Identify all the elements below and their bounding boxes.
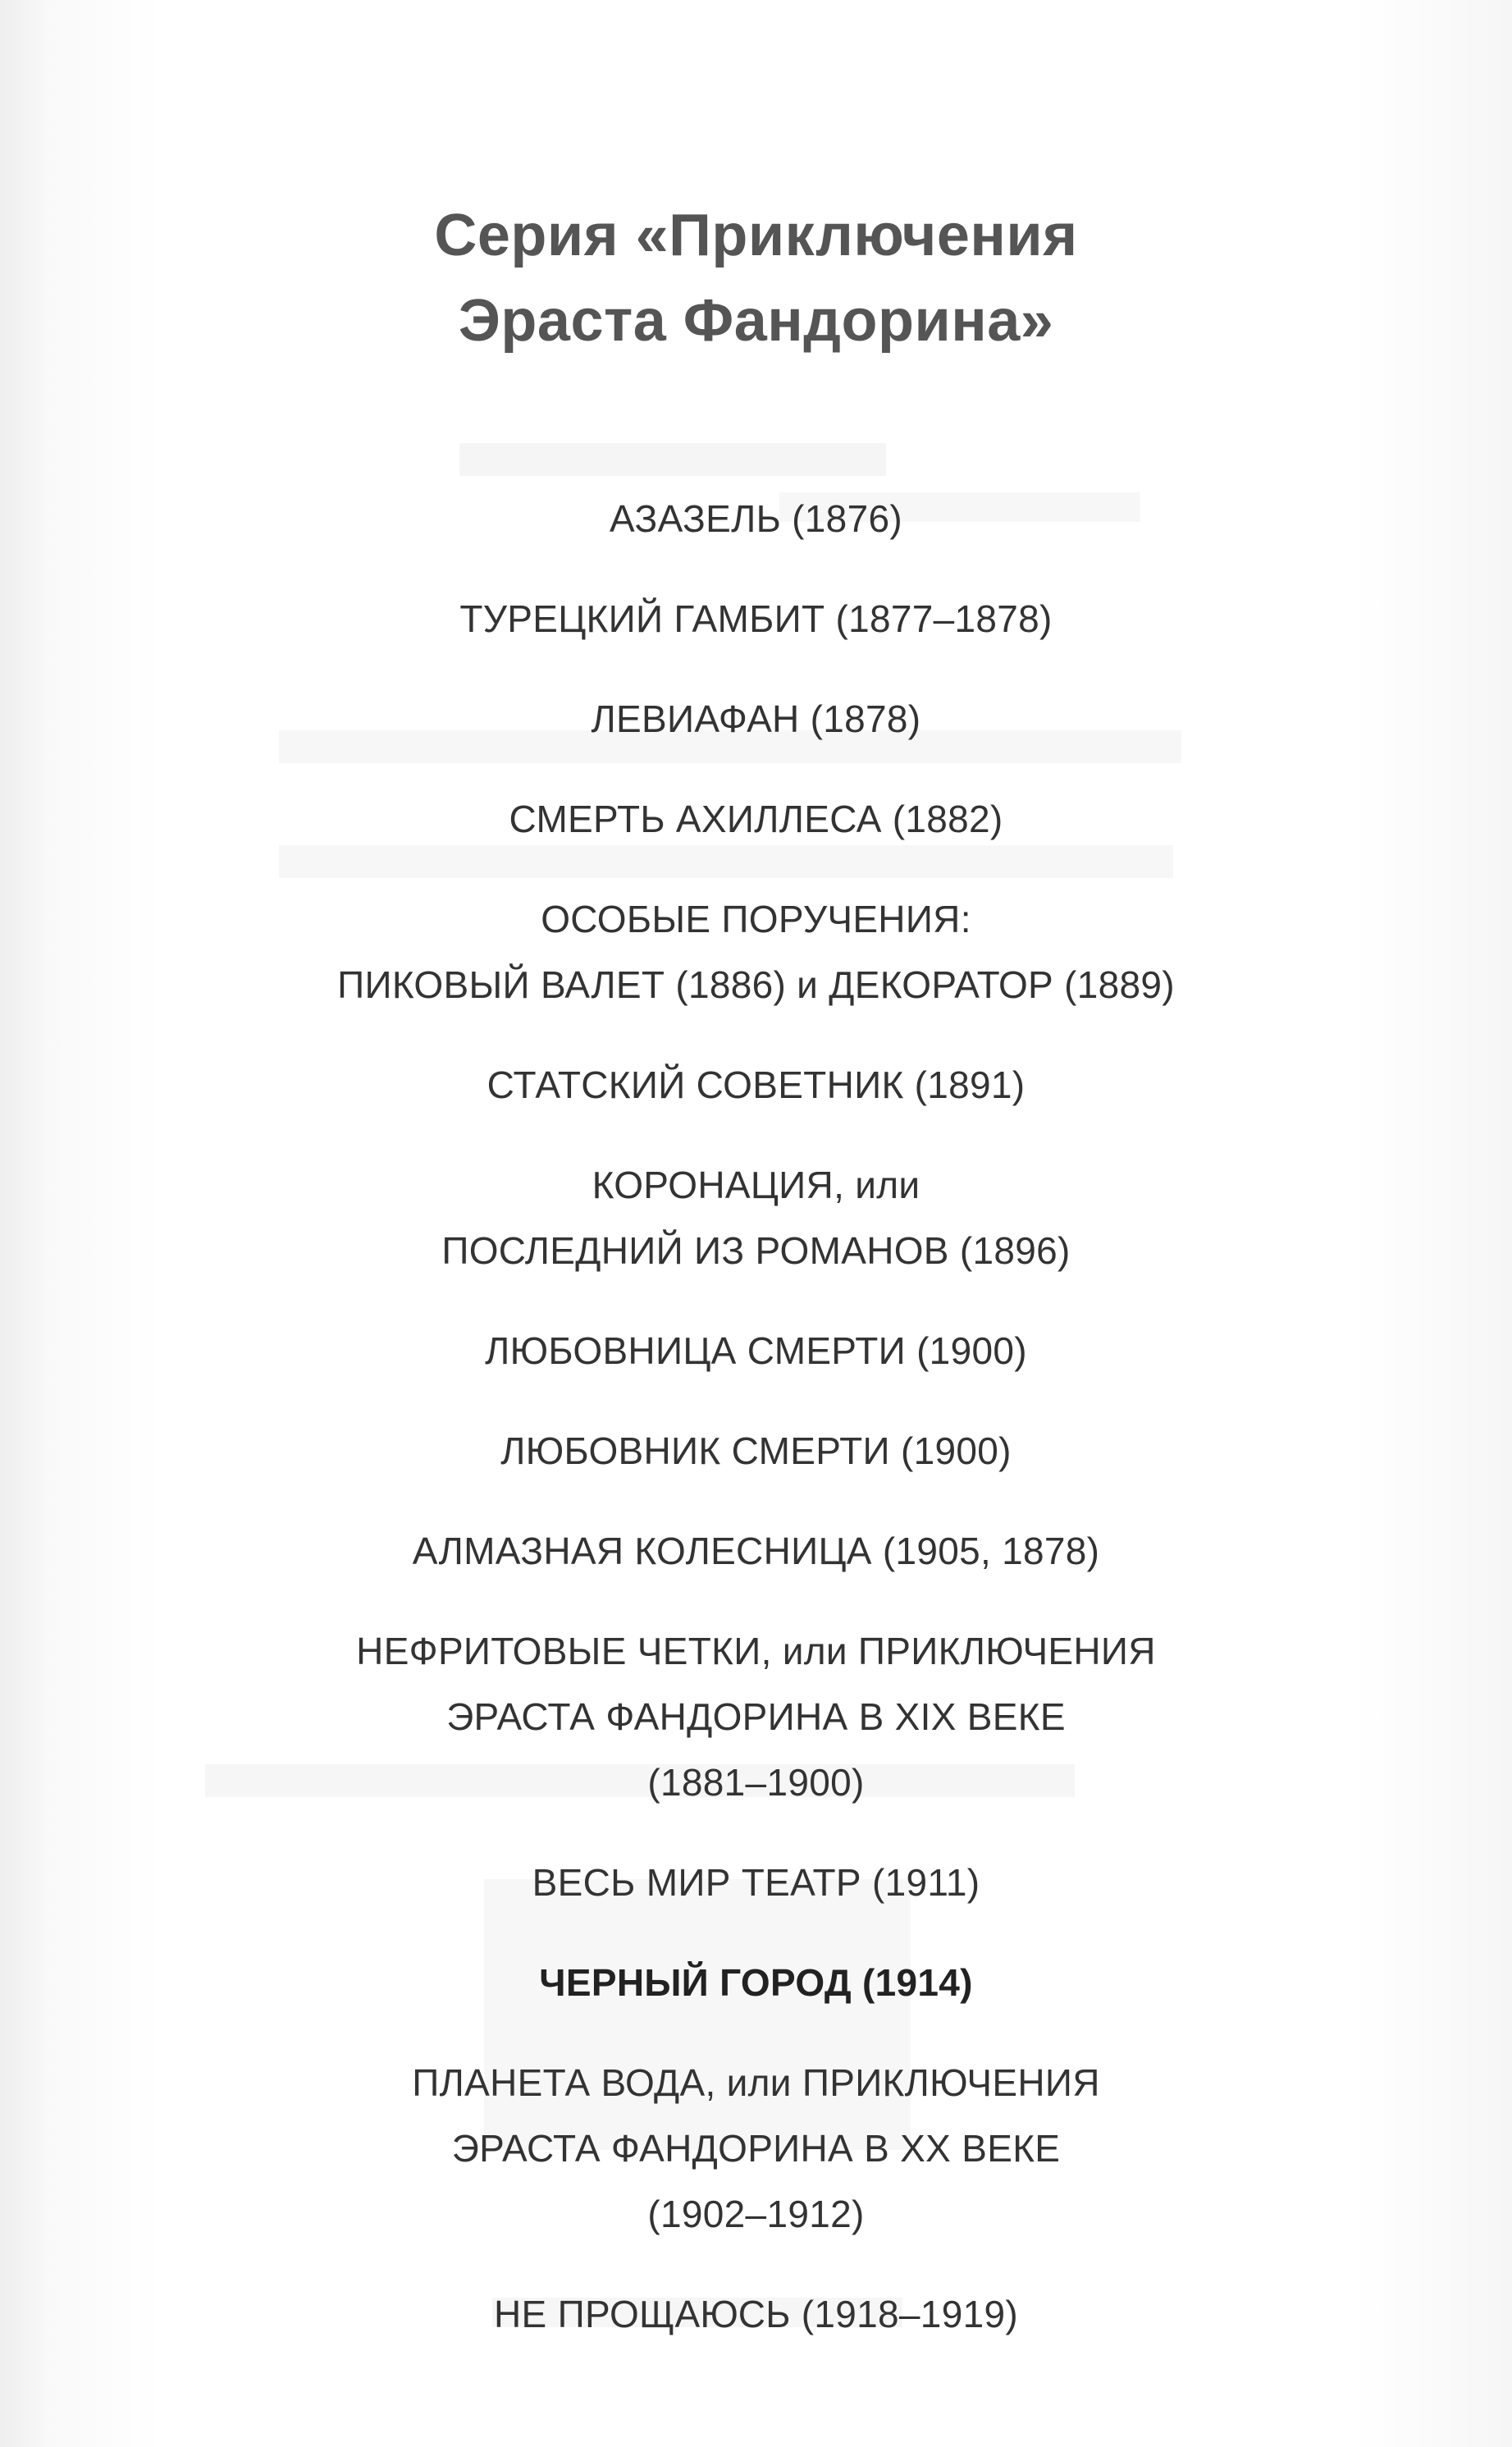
series-title-line-2: Эраста Фандорина» — [458, 288, 1054, 354]
book-entry — [0, 1418, 1512, 1484]
book-title-line: ОСОБЫЕ ПОРУЧЕНИЯ: — [541, 898, 971, 940]
series-title-line-1: Серия «Приключения — [434, 203, 1078, 268]
book-entry — [0, 486, 1512, 551]
book-entry — [0, 686, 1512, 752]
book-title-line: ПИКОВЫЙ ВАЛЕТ (1886) и ДЕКОРАТОР (1889) — [337, 963, 1175, 1006]
book-list — [0, 486, 1512, 2381]
book-title-line: ЭРАСТА ФАНДОРИНА В XX ВЕКЕ — [451, 2127, 1061, 2170]
book-title-line: АЛМАЗНАЯ КОЛЕСНИЦА (1905, 1878) — [412, 1530, 1100, 1572]
book-title-line: СТАТСКИЙ СОВЕТНИК (1891) — [486, 1063, 1026, 1106]
book-title-line: ЭРАСТА ФАНДОРИНА В XIX ВЕКЕ — [446, 1695, 1066, 1738]
book-entry — [0, 1618, 1512, 1815]
book-title-line: ТУРЕЦКИЙ ГАМБИТ (1877–1878) — [459, 597, 1053, 640]
book-title-line: ЧЕРНЫЙ ГОРОД (1914) — [539, 1961, 973, 2004]
book-title-line: ПЛАНЕТА ВОДА, или ПРИКЛЮЧЕНИЯ — [412, 2061, 1100, 2104]
book-title-line: КОРОНАЦИЯ, или — [592, 1164, 920, 1206]
book-entry — [0, 786, 1512, 852]
book-title-line: ЛЮБОВНИЦА СМЕРТИ (1900) — [485, 1329, 1027, 1372]
book-title-line: ВЕСЬ МИР ТЕАТР (1911) — [532, 1861, 980, 1904]
book-entry — [0, 1950, 1512, 2015]
book-entry — [0, 2281, 1512, 2347]
book-entry — [0, 1152, 1512, 1283]
book-entry — [0, 1318, 1512, 1384]
book-entry — [0, 1850, 1512, 1915]
book-entry — [0, 1518, 1512, 1584]
book-title-line: НЕФРИТОВЫЕ ЧЕТКИ, или ПРИКЛЮЧЕНИЯ — [356, 1630, 1156, 1672]
book-title-line: (1881–1900) — [647, 1761, 865, 1804]
book-title-line: НЕ ПРОЩАЮСЬ (1918–1919) — [494, 2293, 1018, 2335]
book-title-line: ЛЕВИАФАН (1878) — [591, 698, 921, 740]
book-title-line: (1902–1912) — [647, 2193, 865, 2235]
book-entry — [0, 2050, 1512, 2247]
book-title-line: СМЕРТЬ АХИЛЛЕСА (1882) — [509, 798, 1003, 840]
book-entry — [0, 1052, 1512, 1118]
book-title-line: ПОСЛЕДНИЙ ИЗ РОМАНОВ (1896) — [441, 1229, 1071, 1272]
show-through-block-1 — [459, 443, 886, 476]
book-title-line: ЛЮБОВНИК СМЕРТИ (1900) — [500, 1429, 1012, 1472]
book-entry — [0, 586, 1512, 652]
book-entry — [0, 886, 1512, 1018]
series-title — [0, 193, 1512, 364]
book-title-line: АЗАЗЕЛЬ (1876) — [610, 497, 902, 540]
